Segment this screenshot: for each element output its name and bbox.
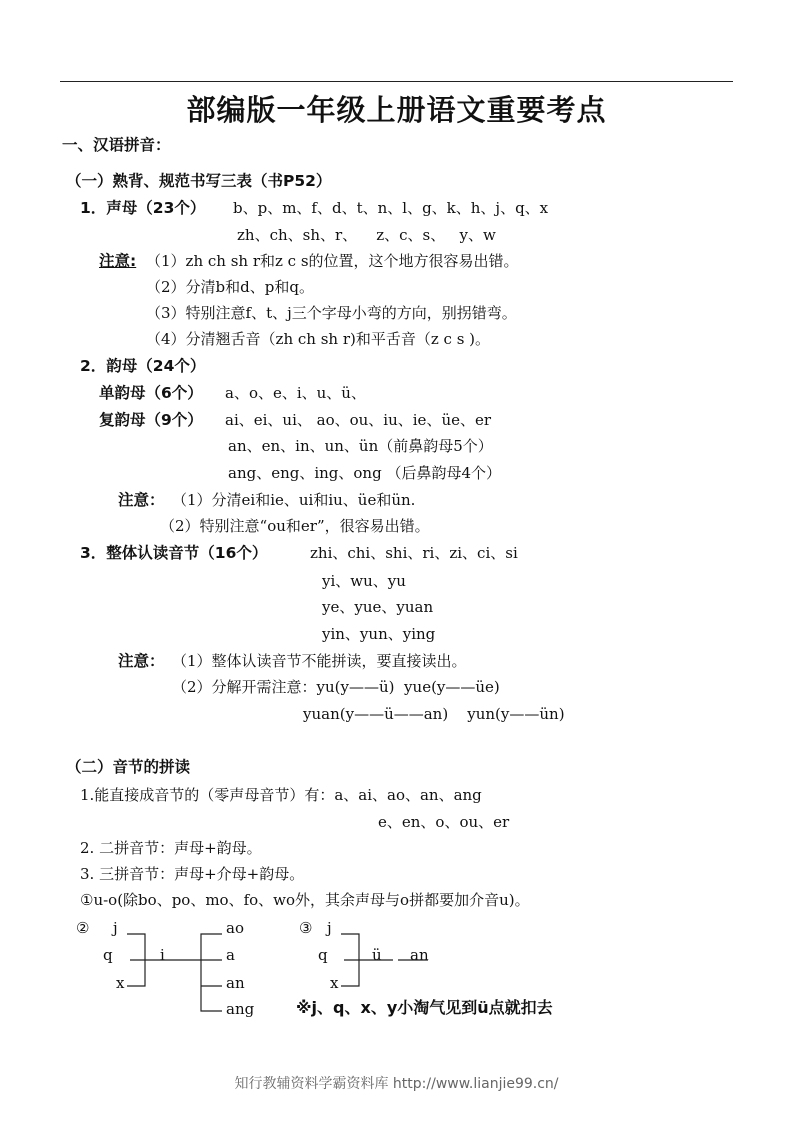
diagram-initial: q (318, 946, 328, 964)
note3-label: 注意： (118, 652, 165, 670)
diagram-medial: ü (372, 946, 382, 964)
compound-yunmu-line1: ai、ei、ui、 ao、ou、iu、ie、üe、er (225, 411, 492, 429)
note3-item: （2）分解开需注意：yu(y——ü) yue(y——üe) (172, 678, 500, 696)
note1-item: （3）特别注意f、t、j三个字母小弯的方向，别拐错弯。 (146, 304, 517, 322)
note1-item: （2）分清b和d、p和q。 (146, 278, 314, 296)
diagram-final: ao (226, 919, 244, 937)
note3-item: yuan(y——ü——an) yun(y——ün) (303, 705, 565, 723)
diagram-initial: x (330, 974, 339, 992)
note3-item: （1）整体认读音节不能拼读，要直接读出。 (172, 652, 467, 670)
diagram-initial: q (103, 946, 113, 964)
subsection-heading-1: （一）熟背、规范书写三表（书P52） (66, 172, 332, 190)
note1-item: （1）zh ch sh r和z c s的位置，这个地方很容易出错。 (146, 252, 519, 270)
diagram-initial: j (327, 919, 332, 937)
rule-note: ※j、q、x、y小淘气见到ü点就扣去 (296, 998, 553, 1017)
diagram-number-3: ③ (299, 919, 313, 937)
diagram-final: an (226, 974, 245, 992)
diagram-initial: x (116, 974, 125, 992)
shengmu-line2: zh、ch、sh、r、 z、c、s、 y、w (237, 226, 496, 244)
diagram-final: an (410, 946, 429, 964)
diagram-medial: i (160, 946, 165, 964)
subsection-heading-2: （二）音节的拼读 (66, 758, 191, 776)
compound-yunmu-line2: an、en、in、un、ün（前鼻韵母5个） (228, 437, 493, 455)
zhengti-line1: zhi、chi、shi、ri、zi、ci、si (310, 544, 518, 562)
diagram-final: ang (226, 1000, 255, 1018)
single-yunmu: a、o、e、i、u、ü、 (225, 384, 366, 402)
part2-item4: ①u-o(除bo、po、mo、fo、wo外，其余声母与o拼都要加介音u)。 (80, 891, 530, 909)
note1-item: （4）分清翘舌音（zh ch sh r)和平舌音（z c s )。 (146, 330, 491, 348)
part2-item2: 2. 二拼音节：声母+韵母。 (80, 839, 262, 857)
shengmu-label: 1．声母（23个） (80, 199, 206, 217)
zhengti-line3: ye、yue、yuan (322, 598, 434, 616)
diagram-final: a (226, 946, 235, 964)
single-yunmu-label: 单韵母（6个） (99, 384, 203, 402)
note1-label: 注意: (99, 252, 137, 270)
part2-item1-line2: e、en、o、ou、er (378, 813, 510, 831)
zhengti-line2: yi、wu、yu (322, 572, 406, 590)
diagram-initial: j (113, 919, 118, 937)
note2-label: 注意： (118, 491, 165, 509)
footer-watermark: 知行教辅资料学霸资料库 http://www.lianjie99.cn/ (234, 1076, 559, 1092)
shengmu-line1: b、p、m、f、d、t、n、l、g、k、h、j、q、x (233, 199, 549, 217)
diagram-number-2: ② (76, 919, 90, 937)
zhengti-line4: yin、yun、ying (322, 625, 436, 643)
note2-item: （2）特别注意“ou和er”，很容易出错。 (160, 517, 430, 535)
compound-yunmu-label: 复韵母（9个） (99, 411, 203, 429)
note2-item: （1）分清ei和ie、ui和iu、üe和ün. (172, 491, 416, 509)
part2-item1-line1: 1.能直接成音节的（零声母音节）有：a、ai、ao、an、ang (80, 786, 482, 804)
zhengti-label: 3．整体认读音节（16个） (80, 544, 268, 562)
yunmu-label: 2．韵母（24个） (80, 357, 206, 375)
section-heading: 一、汉语拼音： (62, 136, 171, 154)
part2-item3: 3. 三拼音节：声母+介母+韵母。 (80, 865, 305, 883)
compound-yunmu-line3: ang、eng、ing、ong （后鼻韵母4个） (228, 464, 502, 482)
page-title: 部编版一年级上册语文重要考点 (186, 93, 607, 127)
